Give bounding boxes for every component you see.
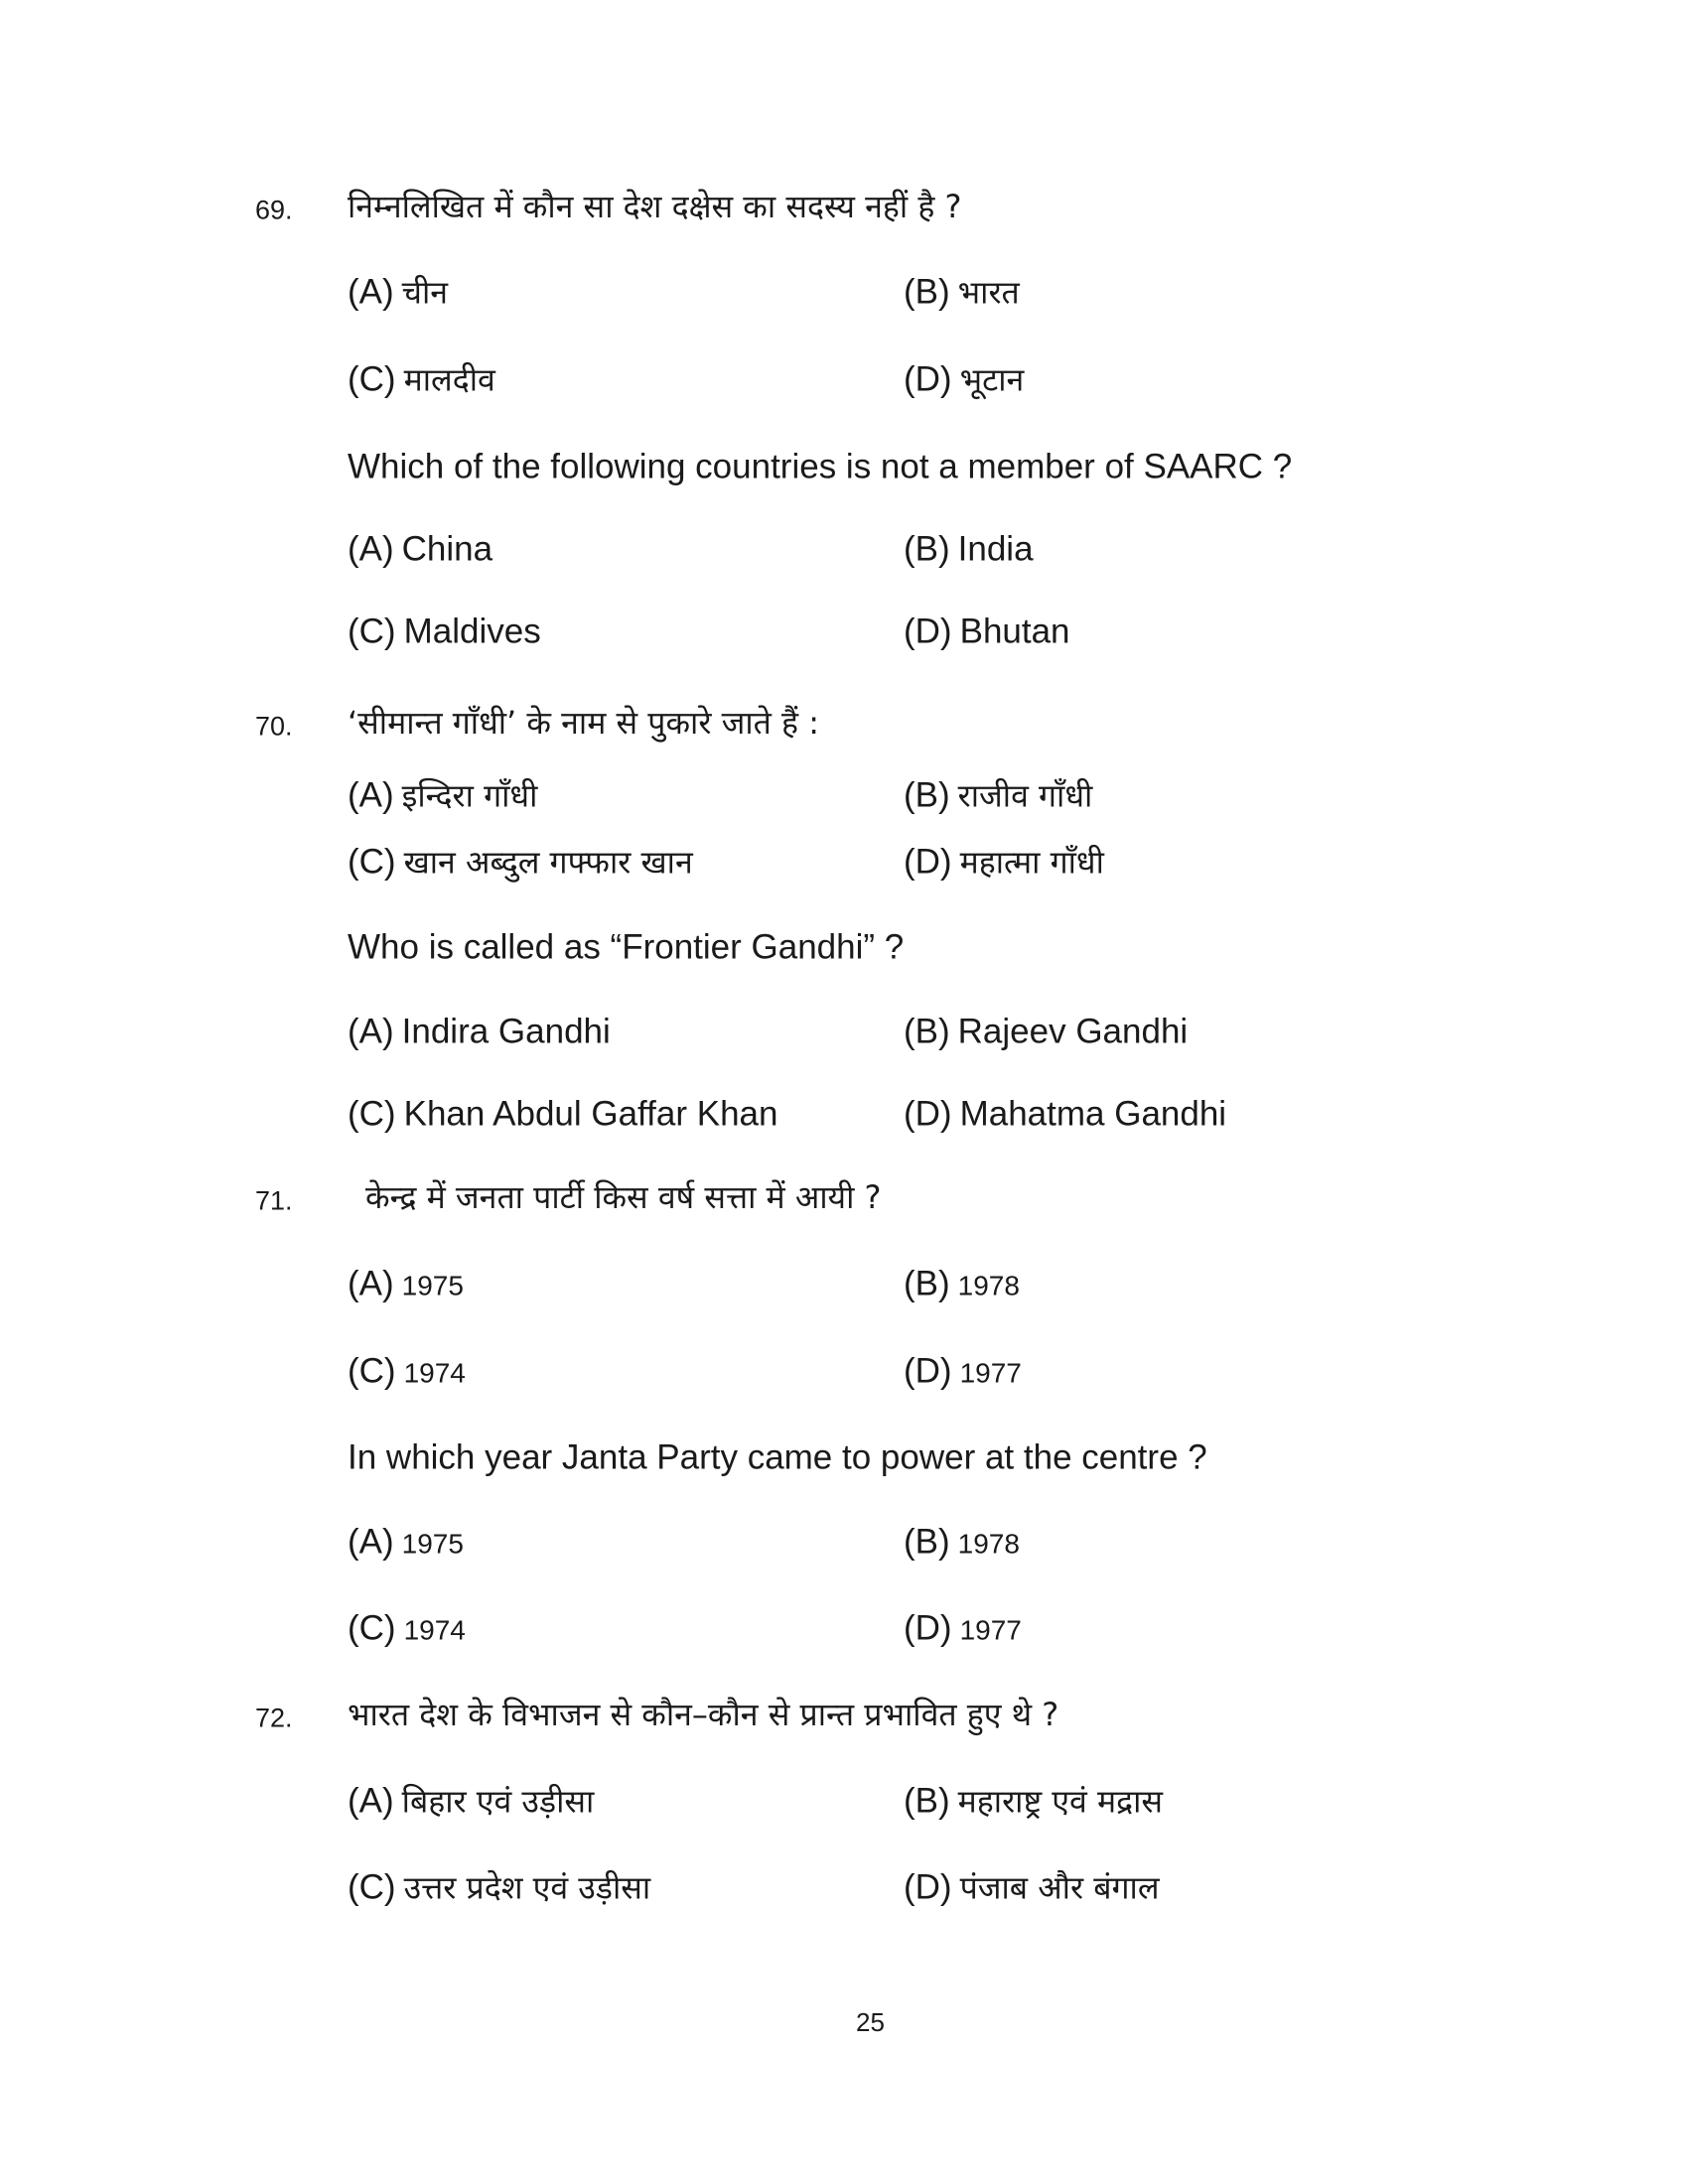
option-hindi-c [348, 842, 693, 882]
option-text: खान अब्दुल गफ्फार खान [403, 843, 693, 882]
option-text: Rajeev Gandhi [957, 1012, 1189, 1051]
option-english-b [904, 1522, 1020, 1562]
option-label: (C) [348, 1608, 396, 1648]
option-label: (C) [348, 359, 396, 399]
option-text: China [401, 529, 493, 569]
option-english-a [348, 1012, 611, 1051]
option-label: (B) [904, 1264, 950, 1303]
option-english-c [348, 1094, 778, 1134]
option-text: Indira Gandhi [401, 1012, 611, 1051]
option-text: राजीव गाँधी [957, 776, 1093, 815]
option-hindi-c [348, 1867, 651, 1907]
option-text: 1978 [957, 1528, 1020, 1560]
option-text: Khan Abdul Gaffar Khan [403, 1094, 778, 1134]
option-text: 1977 [959, 1614, 1022, 1646]
question-number: 70. [255, 711, 293, 742]
option-text: 1974 [403, 1614, 466, 1646]
page-number: 25 [856, 2007, 885, 2037]
option-hindi-d [904, 1867, 1160, 1907]
option-hindi-a [348, 775, 538, 815]
option-text: बिहार एवं उड़ीसा [401, 1782, 595, 1821]
question-text-hindi: ‘सीमान्त गाँधी’ के नाम से पुकारे जाते हैं : [348, 704, 819, 742]
option-label: (A) [348, 1012, 394, 1051]
option-hindi-c [348, 1351, 466, 1391]
option-text: India [957, 529, 1034, 569]
question-text-hindi: निम्नलिखित में कौन सा देश दक्षेस का सदस्य नहीं है ? [348, 188, 962, 225]
option-english-b [904, 1012, 1189, 1051]
option-hindi-d [904, 1351, 1022, 1391]
option-text: पंजाब और बंगाल [959, 1868, 1160, 1907]
option-english-b [904, 529, 1034, 569]
option-label: (A) [348, 1522, 394, 1562]
option-english-d [904, 1094, 1227, 1134]
option-text: 1975 [401, 1528, 464, 1560]
option-text: 1974 [403, 1357, 466, 1389]
option-english-a [348, 529, 493, 569]
option-label: (B) [904, 1781, 950, 1821]
option-text: महात्मा गाँधी [959, 843, 1104, 882]
option-text: भूटान [959, 360, 1025, 399]
option-english-a [348, 1522, 464, 1562]
option-label: (B) [904, 1012, 950, 1051]
option-hindi-a [348, 1781, 595, 1821]
option-label: (B) [904, 272, 950, 312]
question-text-hindi: भारत देश के विभाजन से कौन–कौन से प्रान्त प्रभावित हुए थे ? [348, 1696, 1059, 1733]
option-hindi-b [904, 1264, 1020, 1303]
option-label: (A) [348, 1781, 394, 1821]
option-text: इन्दिरा गाँधी [401, 776, 538, 815]
option-label: (D) [904, 1867, 952, 1907]
option-label: (C) [348, 1094, 396, 1134]
option-label: (D) [904, 1094, 952, 1134]
option-label: (B) [904, 1522, 950, 1562]
option-english-c [348, 1608, 466, 1648]
option-hindi-b [904, 775, 1093, 815]
option-text: चीन [401, 273, 449, 312]
option-text: 1978 [957, 1270, 1020, 1301]
option-text: Maldives [403, 612, 541, 651]
option-english-c [348, 614, 541, 649]
option-text: उत्तर प्रदेश एवं उड़ीसा [403, 1868, 651, 1907]
option-label: (C) [348, 1867, 396, 1907]
option-label: (A) [348, 529, 394, 569]
option-label: (A) [348, 1264, 394, 1303]
option-text: मालदीव [403, 360, 495, 399]
option-label: (D) [904, 359, 952, 399]
option-label: (C) [348, 1351, 396, 1391]
option-hindi-b [904, 1781, 1164, 1821]
question-number: 69. [255, 195, 293, 225]
option-hindi-d [904, 359, 1025, 399]
question-text-hindi: केन्द्र में जनता पार्टी किस वर्ष सत्ता में आयी ? [365, 1178, 882, 1216]
option-label: (B) [904, 529, 950, 569]
option-hindi-c [348, 359, 495, 399]
option-label: (A) [348, 272, 394, 312]
option-hindi-a [348, 272, 449, 312]
option-label: (D) [904, 1351, 952, 1391]
option-text: Mahatma Gandhi [959, 1094, 1227, 1134]
option-hindi-a [348, 1264, 464, 1303]
option-label: (C) [348, 842, 396, 882]
option-text: भारत [957, 273, 1020, 312]
question-number: 71. [255, 1185, 293, 1216]
question-number: 72. [255, 1703, 293, 1733]
option-english-d [904, 1608, 1022, 1648]
option-label: (D) [904, 1608, 952, 1648]
option-hindi-b [904, 272, 1020, 312]
question-text-english: In which year Janta Party came to power at the centre ? [348, 1437, 1207, 1477]
option-text: 1977 [959, 1357, 1022, 1389]
option-text: Bhutan [959, 612, 1070, 651]
option-text: महाराष्ट्र एवं मद्रास [957, 1782, 1164, 1821]
option-label: (D) [904, 612, 952, 651]
option-label: (B) [904, 775, 950, 815]
option-label: (A) [348, 775, 394, 815]
option-text: 1975 [401, 1270, 464, 1301]
option-hindi-d [904, 842, 1104, 882]
option-english-d [904, 614, 1070, 649]
question-text-english: Who is called as “Frontier Gandhi” ? [348, 927, 905, 967]
option-label: (D) [904, 842, 952, 882]
question-text-english: Which of the following countries is not a member of SAARC ? [348, 447, 1293, 486]
option-label: (C) [348, 612, 396, 651]
